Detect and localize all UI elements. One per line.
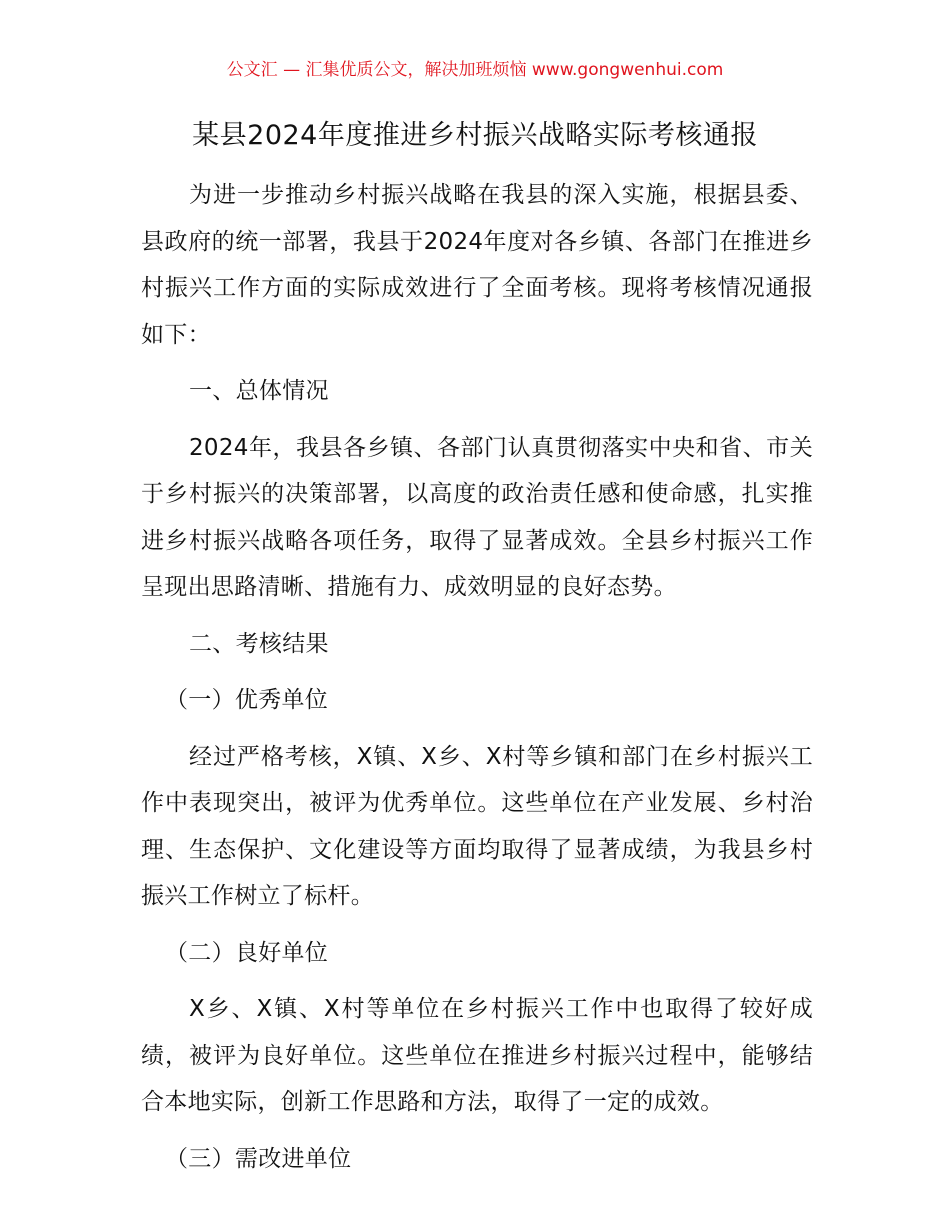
- overview-paragraph: 2024年，我县各乡镇、各部门认真贯彻落实中央和省、市关于乡村振兴的决策部署，以高度的政治责任感和使命感，扎实推进乡村振兴战略各项任务，取得了显著成效。全县乡村振兴工作呈现出思路清晰、措施有力、成效明显的良好态势。: [141, 434, 813, 600]
- site-banner: 公文汇 — 汇集优质公文，解决加班烦恼 www.gongwenhui.com: [226, 60, 724, 80]
- intro-paragraph: 为进一步推动乡村振兴战略在我县的深入实施，根据县委、县政府的统一部署，我县于2024年度对各乡镇、各部门在推进乡村振兴工作方面的实际成效进行了全面考核。现将考核情况通报如下：: [141, 182, 813, 348]
- subsection-heading-needs-improvement: （三）需改进单位: [165, 1145, 352, 1172]
- section-heading-overview: 一、总体情况: [189, 378, 329, 404]
- document-title: 某县2024年度推进乡村振兴战略实际考核通报: [192, 120, 758, 151]
- excellent-paragraph: 经过严格考核，X镇、X乡、X村等乡镇和部门在乡村振兴工作中表现突出，被评为优秀单位。这些单位在产业发展、乡村治理、生态保护、文化建设等方面均取得了显著成绩，为我县乡村振兴工作树立了标杆。: [141, 743, 813, 909]
- subsection-heading-excellent: （一）优秀单位: [165, 687, 329, 713]
- subsection-heading-good: （二）良好单位: [165, 939, 329, 966]
- good-paragraph: X乡、X镇、X村等单位在乡村振兴工作中也取得了较好成绩，被评为良好单位。这些单位在推进乡村振兴过程中，能够结合本地实际，创新工作思路和方法，取得了一定的成效。: [141, 996, 813, 1115]
- document-body: [141, 172, 813, 1192]
- section-heading-results: 二、考核结果: [189, 630, 329, 657]
